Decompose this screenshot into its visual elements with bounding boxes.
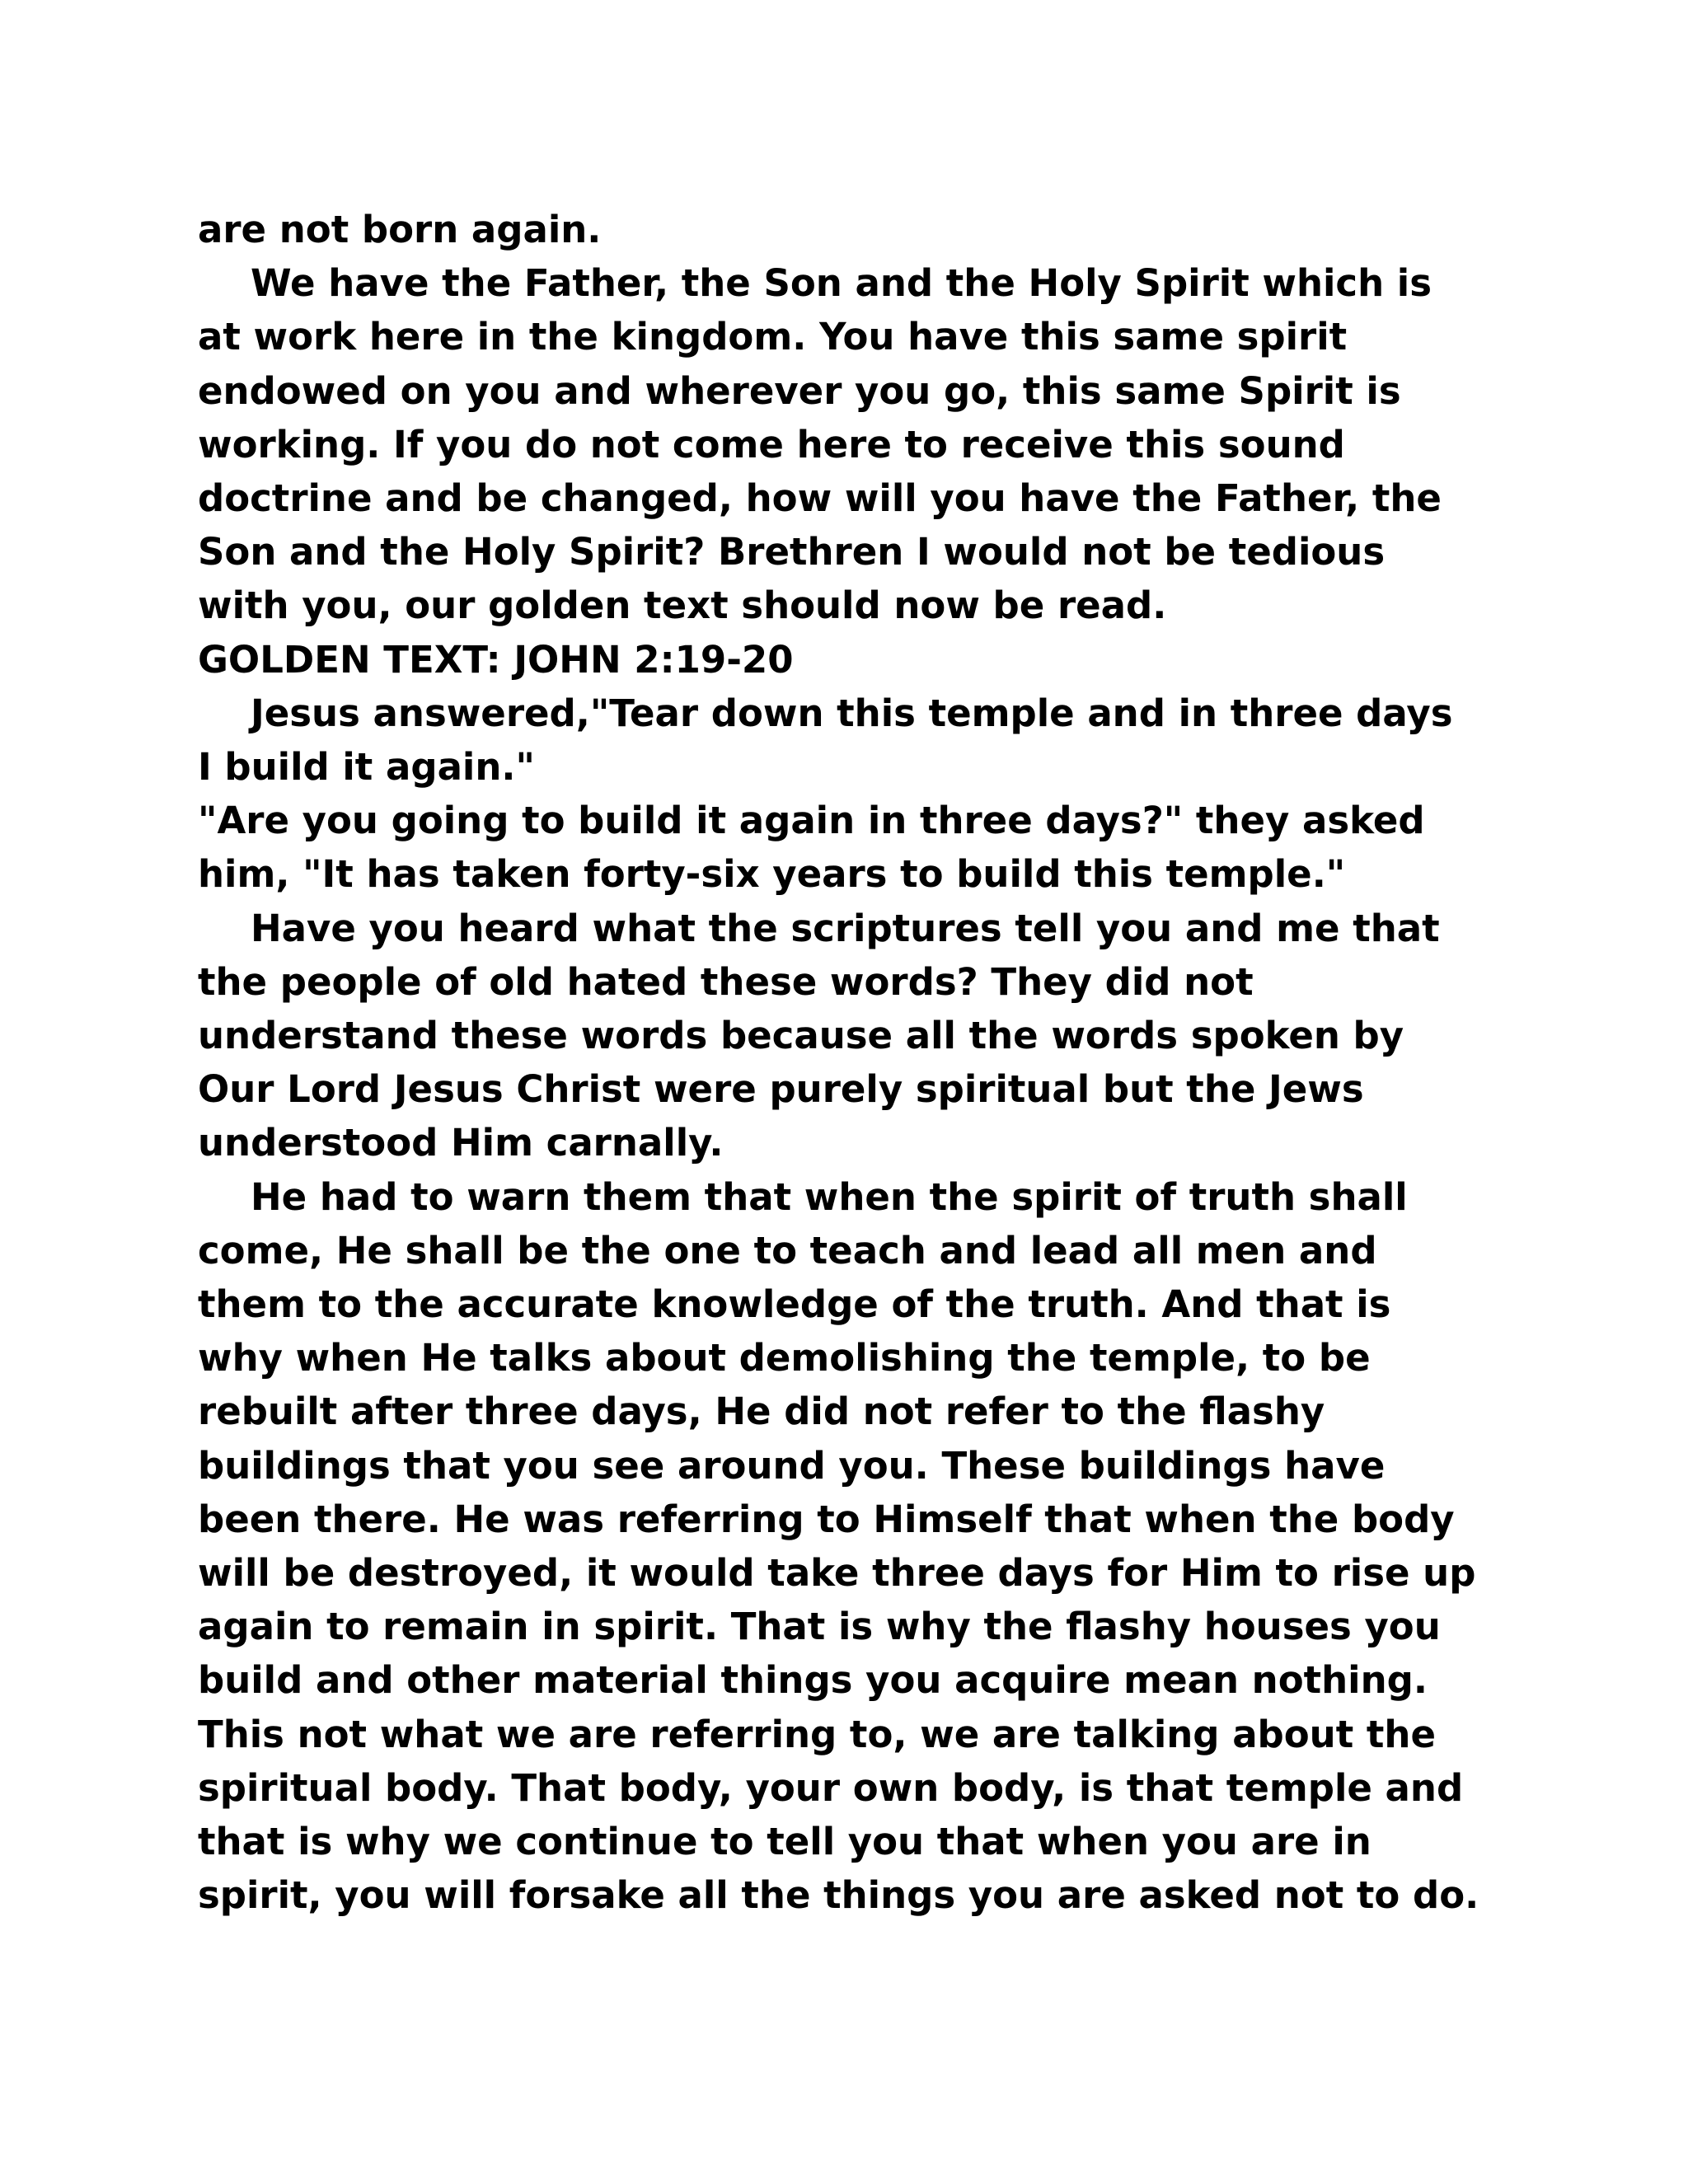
text-line: We have the Father, the Son and the Holy Spirit which is	[251, 261, 1432, 306]
text-line: him, "It has taken forty-six years to build this temple."	[198, 852, 1346, 897]
text-line: why when He talks about demolishing the temple, to be	[198, 1336, 1371, 1380]
text-line: build and other material things you acquire mean nothing.	[198, 1658, 1428, 1703]
text-line: that is why we continue to tell you that when you are in	[198, 1820, 1372, 1864]
text-line: understood Him carnally.	[198, 1121, 724, 1165]
text-line: understand these words because all the words spoken by	[198, 1014, 1404, 1058]
text-line: with you, our golden text should now be read.	[198, 583, 1167, 628]
text-line: GOLDEN TEXT: JOHN 2:19-20	[198, 637, 794, 682]
text-line: again to remain in spirit. That is why the flashy houses you	[198, 1605, 1441, 1649]
text-line: come, He shall be the one to teach and lead all men and	[198, 1228, 1377, 1272]
text-line: at work here in the kingdom. You have this same spirit	[198, 315, 1348, 359]
text-line: spiritual body. That body, your own body, is that temple and	[198, 1765, 1464, 1810]
text-line: Jesus answered,"Tear down this temple and in three days	[251, 691, 1453, 735]
text-line: them to the accurate knowledge of the truth. And that is	[198, 1282, 1391, 1327]
text-line: endowed on you and wherever you go, this same Spirit is	[198, 368, 1401, 413]
text-line: working. If you do not come here to receive this sound	[198, 422, 1345, 466]
text-line: "Are you going to build it again in three days?" they asked	[198, 799, 1425, 843]
text-line: the people of old hated these words? They did not	[198, 959, 1254, 1004]
text-line: Our Lord Jesus Christ were purely spiritual but the Jews	[198, 1067, 1364, 1112]
document-page	[198, 203, 1500, 1923]
text-line: Have you heard what the scriptures tell you and me that	[251, 906, 1440, 950]
text-line: rebuilt after three days, He did not refer to the flashy	[198, 1390, 1325, 1434]
text-line: I build it again."	[198, 745, 535, 790]
text-line: will be destroyed, it would take three days for Him to rise up	[198, 1551, 1476, 1596]
text-line: doctrine and be changed, how will you have the Father, the	[198, 476, 1442, 521]
text-line: been there. He was referring to Himself that when the body	[198, 1497, 1455, 1541]
text-line: buildings that you see around you. These buildings have	[198, 1443, 1386, 1488]
text-line: are not born again.	[198, 208, 602, 251]
text-line: This not what we are referring to, we are talking about the	[198, 1712, 1436, 1756]
text-line: Son and the Holy Spirit? Brethren I would not be tedious	[198, 530, 1386, 574]
text-line: He had to warn them that when the spirit of truth shall	[251, 1174, 1408, 1219]
text-line: spirit, you will forsake all the things you are asked not to do.	[198, 1873, 1479, 1918]
